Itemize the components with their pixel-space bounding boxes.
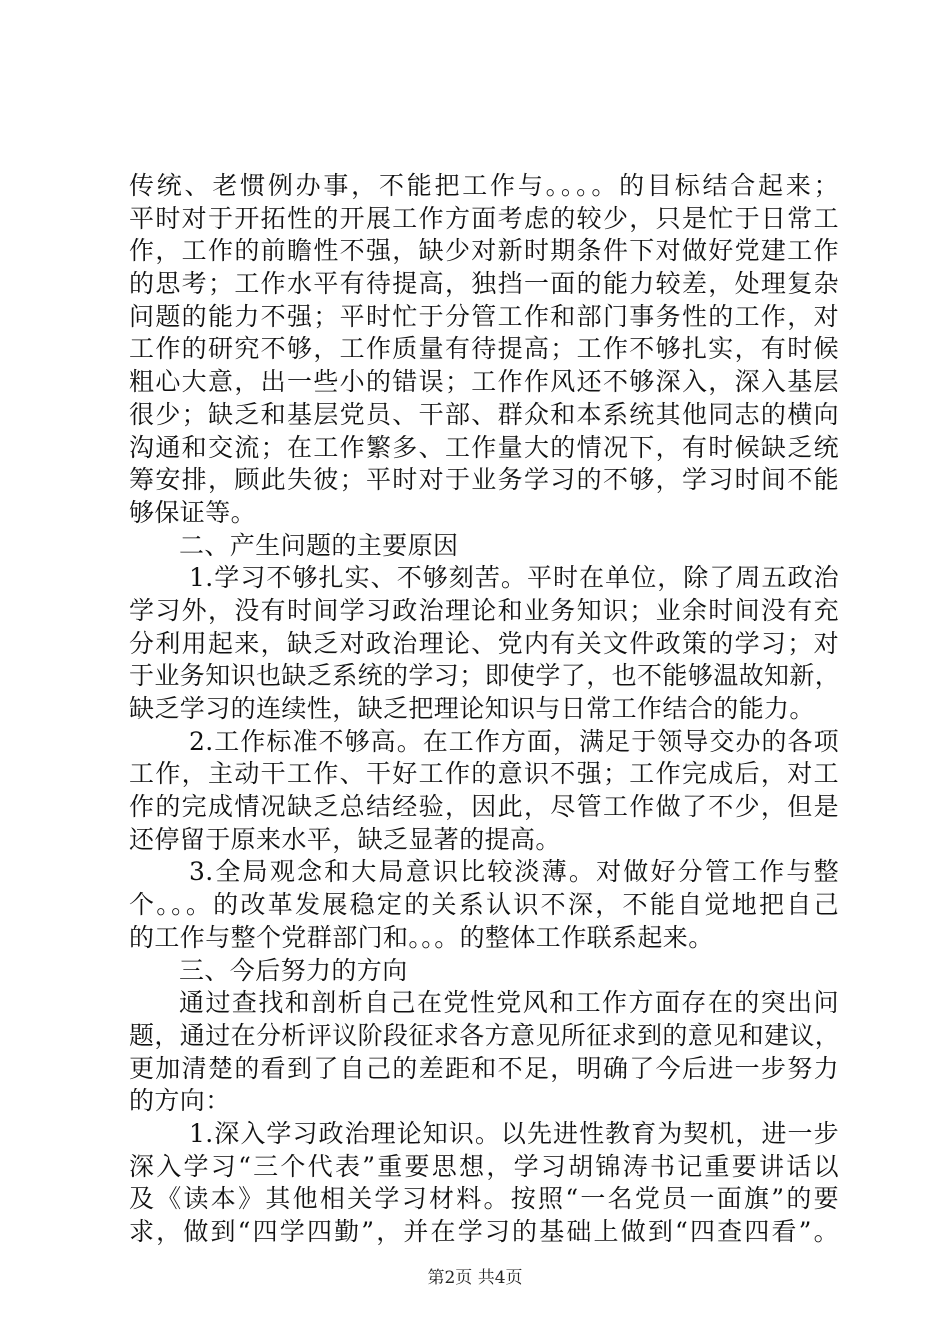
- text-line: 3.全局观念和大局意识比较淡薄。对做好分管工作与整: [189, 857, 839, 887]
- text-line: 学习外，没有时间学习政治理论和业务知识；业余时间没有充: [129, 595, 839, 625]
- text-line: 缺乏学习的连续性，缺乏把理论知识与日常工作结合的能力。: [129, 694, 815, 723]
- document-body: [129, 170, 839, 1249]
- text-line: 及《读本》其他相关学习材料。按照“一名党员一面旗”的要: [129, 1184, 839, 1214]
- text-line: 平时对于开拓性的开展工作方面考虑的较少，只是忙于日常工: [129, 203, 839, 233]
- text-line: 1.深入学习政治理论知识。以先进性教育为契机，进一步: [189, 1118, 839, 1148]
- text-line: 通过查找和剖析自己在党性党风和工作方面存在的突出问: [179, 988, 839, 1018]
- text-line: 的工作与整个党群部门和。。。的整体工作联系起来。: [129, 922, 714, 952]
- text-line: 传统、老惯例办事，不能把工作与。。。。的目标结合起来；: [129, 171, 839, 200]
- text-line: 沟通和交流；在工作繁多、工作量大的情况下，有时候缺乏统: [129, 432, 839, 462]
- text-line: 够保证等。: [129, 497, 257, 527]
- text-line: 还停留于原来水平，缺乏显著的提高。: [129, 824, 561, 854]
- section-heading: 三、今后努力的方向: [179, 955, 408, 985]
- text-line: 作，工作的前瞻性不强，缺少对新时期条件下对做好党建工作: [129, 236, 839, 266]
- text-line: 更加清楚的看到了自己的差距和不足，明确了今后进一步努力: [129, 1053, 839, 1083]
- text-line: 于业务知识也缺乏系统的学习；即使学了，也不能够温故知新，: [129, 661, 841, 691]
- text-line: 的思考；工作水平有待提高，独挡一面的能力较差，处理复杂: [129, 269, 839, 299]
- text-line: 求，做到“四学四勤”，并在学习的基础上做到“四查四看”。: [129, 1217, 839, 1246]
- text-line: 工作，主动干工作、干好工作的意识不强；工作完成后，对工: [129, 759, 839, 789]
- page-footer: 第2页 共4页: [427, 1268, 523, 1288]
- text-line: 个。。。的改革发展稳定的关系认识不深，不能自觉地把自己: [129, 890, 839, 920]
- text-line: 工作的研究不够，工作质量有待提高；工作不够扎实，有时候: [129, 334, 839, 364]
- text-line: 题，通过在分析评议阶段征求各方意见所征求到的意见和建议，: [129, 1020, 841, 1050]
- text-line: 1.学习不够扎实、不够刻苦。平时在单位，除了周五政治: [189, 563, 839, 593]
- text-line: 粗心大意，出一些小的错误；工作作风还不够深入，深入基层: [129, 367, 839, 397]
- text-line: 作的完成情况缺乏总结经验，因此，尽管工作做了不少，但是: [129, 792, 839, 822]
- text-line: 的方向：: [129, 1086, 231, 1116]
- section-heading: 二、产生问题的主要原因: [179, 530, 459, 560]
- text-line: 2.工作标准不够高。在工作方面，满足于领导交办的各项: [189, 726, 839, 756]
- text-line: 分利用起来，缺乏对政治理论、党内有关文件政策的学习；对: [129, 628, 839, 658]
- text-line: 很少；缺乏和基层党员、干部、群众和本系统其他同志的横向: [129, 399, 839, 429]
- text-line: 问题的能力不强；平时忙于分管工作和部门事务性的工作，对: [129, 301, 839, 331]
- text-line: 深入学习“三个代表”重要思想，学习胡锦涛书记重要讲话以: [129, 1151, 839, 1181]
- text-line: 筹安排，顾此失彼；平时对于业务学习的不够，学习时间不能: [129, 465, 839, 495]
